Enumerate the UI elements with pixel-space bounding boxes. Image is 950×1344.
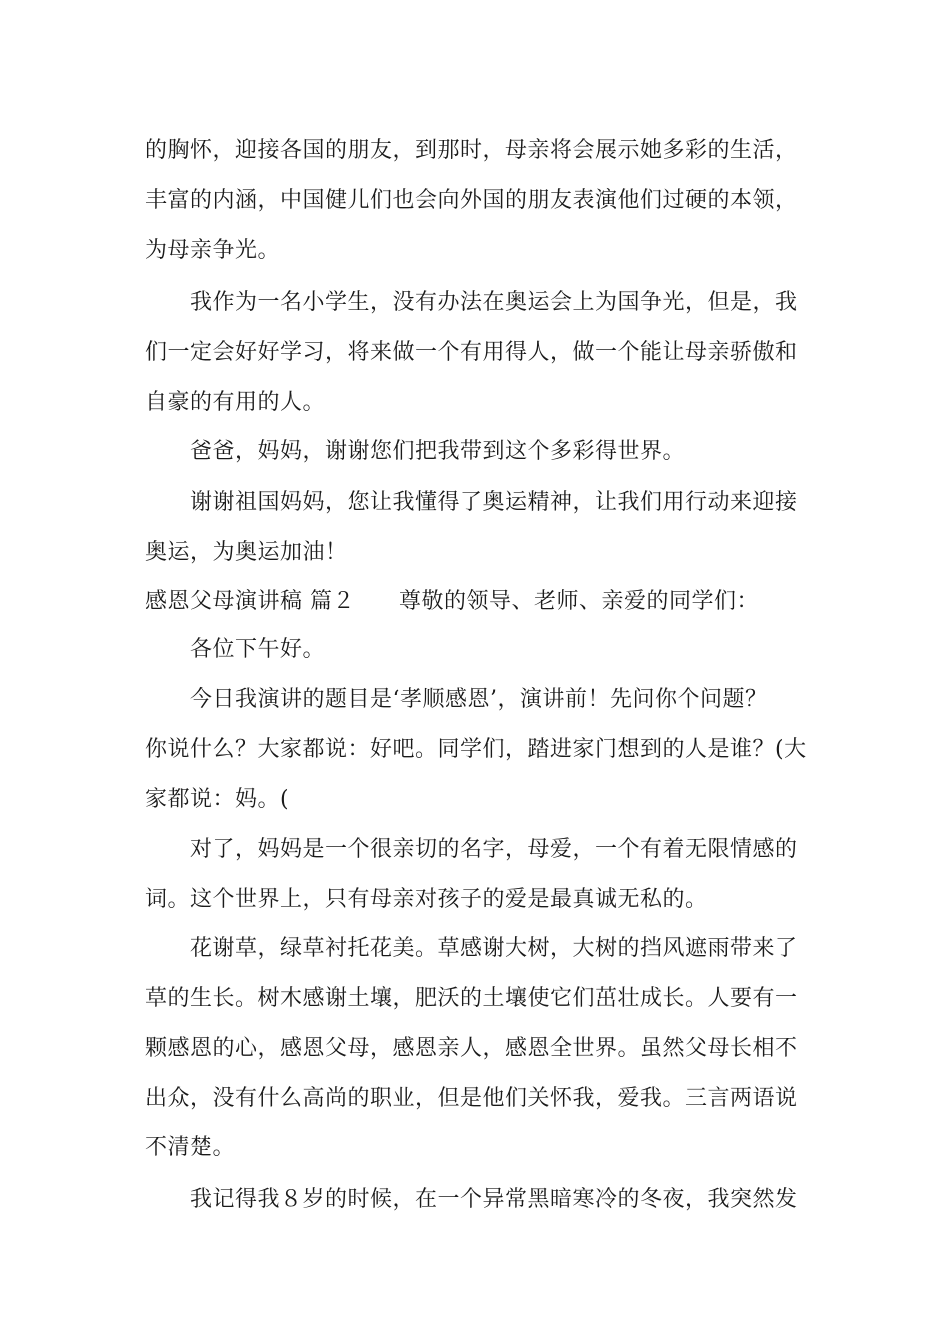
paragraph-line: 的胸怀，迎接各国的朋友，到那时，母亲将会展示她多彩的生活， [145,138,798,163]
paragraph-line: 我作为一名小学生，没有办法在奥运会上为国争光，但是，我 [190,290,798,315]
paragraph-line: 我记得我８岁的时候，在一个异常黑暗寒冷的冬夜，我突然发 [190,1187,798,1212]
paragraph-line: 对了，妈妈是一个很亲切的名字，母爱，一个有着无限情感的 [190,837,798,862]
paragraph-line: 奥运，为奥运加油！ [145,540,348,565]
salutation: 尊敬的领导、老师、亲爱的同学们： [399,589,760,614]
paragraph-line: 家都说：妈。( [145,787,290,812]
paragraph-line: 你说什么？大家都说：好吧。同学们，踏进家门想到的人是谁？(大 [145,737,807,762]
paragraph-line: 谢谢祖国妈妈，您让我懂得了奥运精神，让我们用行动来迎接 [190,490,798,515]
paragraph-line: 词。这个世界上，只有母亲对孩子的爱是最真诚无私的。 [145,887,708,912]
paragraph-line: 丰富的内涵，中国健儿们也会向外国的朋友表演他们过硬的本领， [145,188,798,213]
paragraph-line: 不清楚。 [145,1135,236,1160]
paragraph-line: 们一定会好好学习，将来做一个有用得人，做一个能让母亲骄傲和 [145,340,798,365]
paragraph-line: 出众，没有什么高尚的职业，但是他们关怀我，爱我。三言两语说 [145,1086,798,1111]
paragraph-line: 自豪的有用的人。 [145,390,326,415]
paragraph-line: 今日我演讲的题目是‘孝顺感恩’，演讲前！先问你个问题？ [190,687,768,712]
section-heading-line [145,587,759,617]
paragraph-line: 爸爸，妈妈，谢谢您们把我带到这个多彩得世界。 [190,439,686,464]
paragraph-line: 花谢草，绿草衬托花美。草感谢大树，大树的挡风遮雨带来了 [190,936,798,961]
paragraph-line: 草的生长。树木感谢土壤，肥沃的土壤使它们茁壮成长。人要有一 [145,986,798,1011]
paragraph-line: 各位下午好。 [190,637,326,662]
paragraph-line: 颗感恩的心，感恩父母，感恩亲人，感恩全世界。虽然父母长相不 [145,1036,798,1061]
paragraph-line: 为母亲争光。 [145,238,281,263]
section-heading: 感恩父母演讲稿 篇２ [145,589,355,614]
